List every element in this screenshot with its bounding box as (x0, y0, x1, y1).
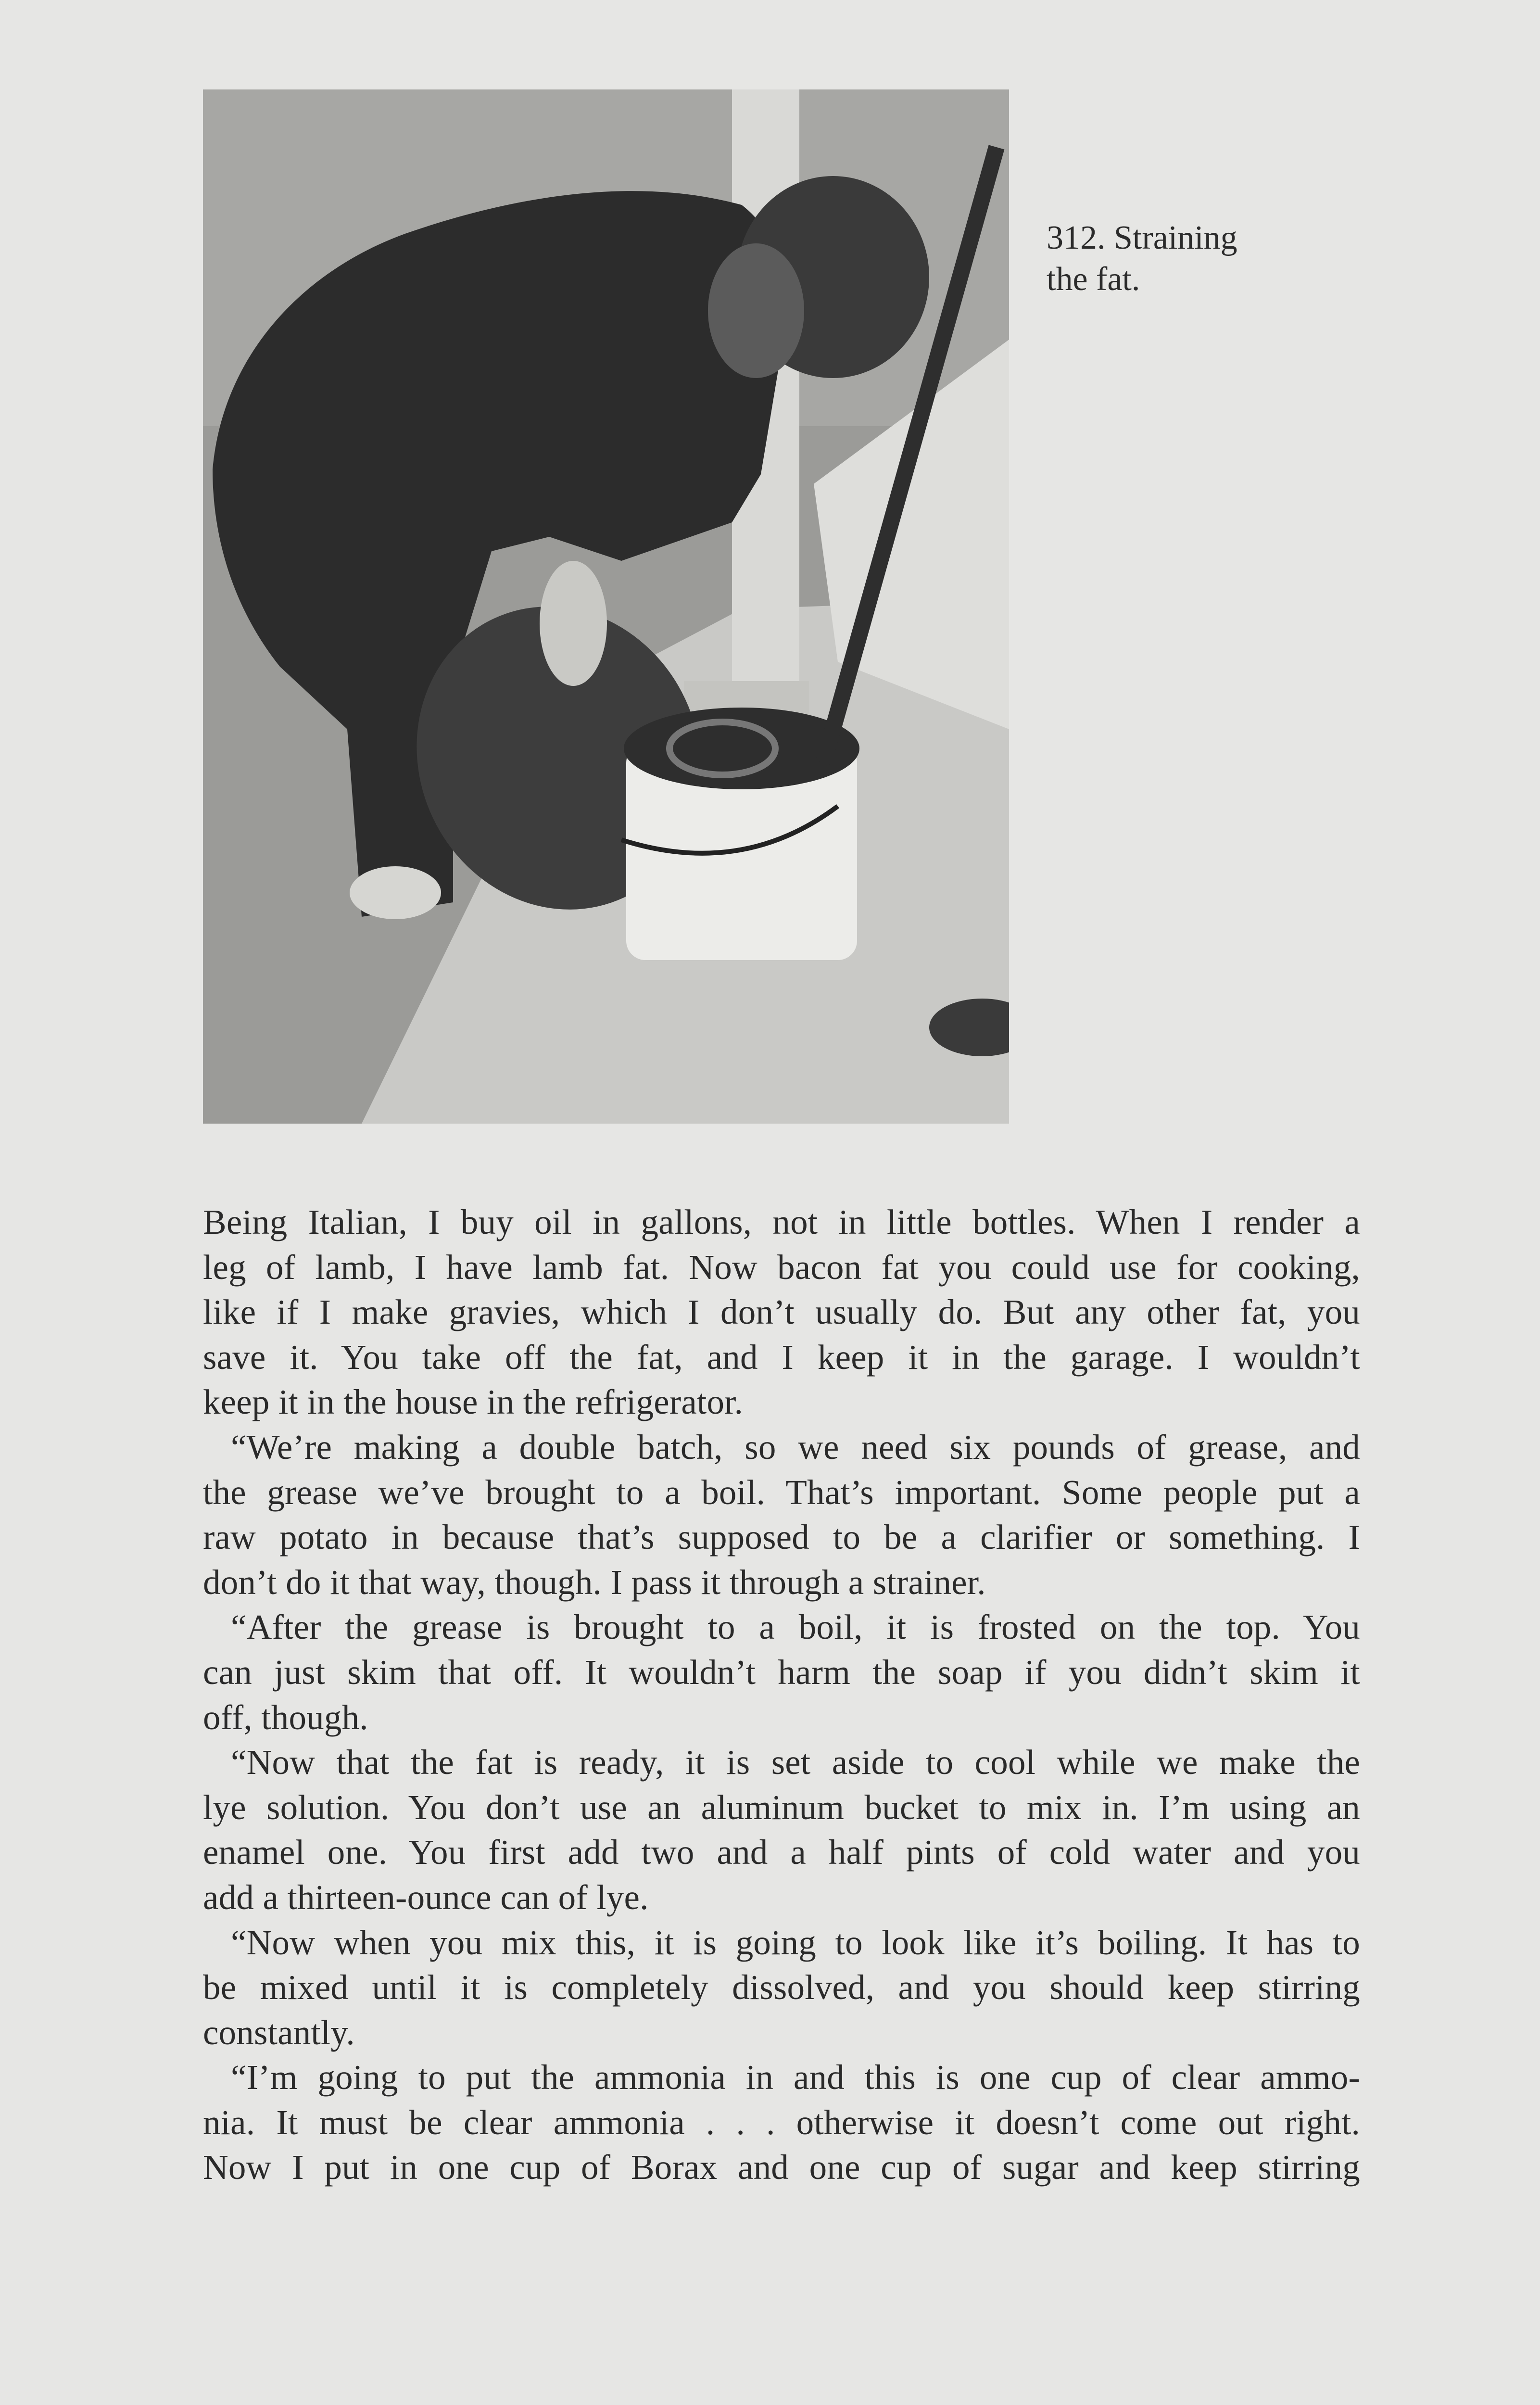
body-line: save it. You take off the fat, and I keep it in the garage. I wouldn’t (203, 1337, 1360, 1377)
body-line: enamel one. You first add two and a half pints of cold water and you (203, 1833, 1360, 1872)
body-line: “We’re making a double batch, so we need six pounds of grease, and (231, 1427, 1360, 1467)
caption-line-1: 312. Straining (1047, 219, 1237, 256)
body-line: the grease we’ve brought to a boil. That’s important. Some people put a (203, 1472, 1360, 1512)
body-line: Now I put in one cup of Borax and one cup of sugar and keep stirring (203, 2148, 1360, 2187)
body-line: add a thirteen-ounce can of lye. (203, 1877, 649, 1917)
photo-person-face (708, 243, 804, 378)
body-line: leg of lamb, I have lamb fat. Now bacon fat you could use for cooking, (203, 1247, 1360, 1287)
body-line: “Now when you mix this, it is going to look like it’s boiling. It has to (231, 1923, 1360, 1962)
photo-illustration (203, 89, 1009, 1124)
caption-line-2: the fat. (1047, 261, 1140, 298)
body-line: keep it in the house in the refrigerator. (203, 1382, 744, 1422)
body-line: “Now that the fat is ready, it is set aside to cool while we make the (231, 1743, 1360, 1782)
body-line: can just skim that off. It wouldn’t harm the soap if you didn’t skim it (203, 1652, 1360, 1692)
body-line: don’t do it that way, though. I pass it through a strainer. (203, 1562, 986, 1602)
photo-person-shoe (350, 866, 441, 919)
body-line: constantly. (203, 2013, 355, 2052)
body-line: lye solution. You don’t use an aluminum bucket to mix in. I’m using an (203, 1787, 1360, 1827)
body-line: “After the grease is brought to a boil, it is frosted on the top. You (231, 1608, 1360, 1647)
body-text (203, 1200, 1360, 2190)
figure-photo (203, 89, 1009, 1124)
body-line: raw potato in because that’s supposed to be a clarifier or something. I (203, 1518, 1360, 1557)
photo-person-hand (540, 561, 607, 686)
body-line: Being Italian, I buy oil in gallons, not in little bottles. When I render a (203, 1202, 1360, 1241)
body-line: like if I make gravies, which I don’t usually do. But any other fat, you (203, 1292, 1360, 1332)
body-line: off, though. (203, 1697, 368, 1737)
body-line: nia. It must be clear ammonia . . . otherwise it doesn’t come out right. (203, 2102, 1360, 2142)
figure-caption (1047, 217, 1316, 300)
body-line: “I’m going to put the ammonia in and this is one cup of clear ammo- (231, 2058, 1360, 2097)
body-line: be mixed until it is completely dissolved, and you should keep stirring (203, 1968, 1360, 2007)
